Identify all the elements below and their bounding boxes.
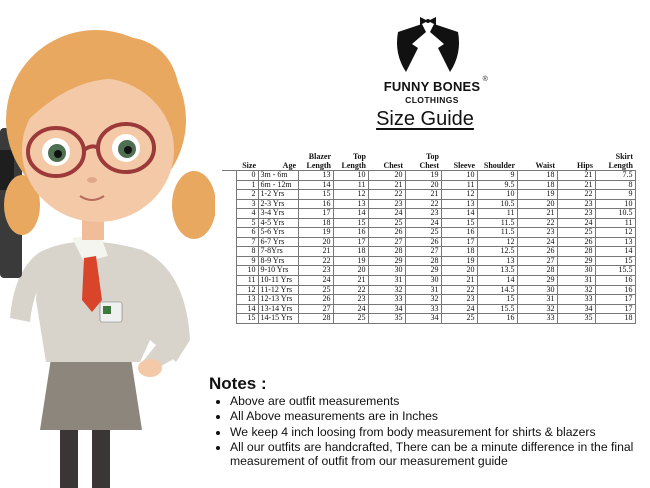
table-cell: 15 — [477, 295, 517, 305]
header-cell: Skirt Length — [595, 151, 635, 171]
table-cell: 25 — [441, 314, 477, 324]
table-cell: 23 — [298, 266, 333, 276]
table-cell: 24 — [557, 218, 595, 228]
table-cell-spacer — [222, 199, 236, 209]
table-cell: 0 — [236, 171, 258, 181]
table-cell: 27 — [368, 237, 405, 247]
header-cell: Shoulder — [477, 151, 517, 171]
table-cell: 16 — [298, 199, 333, 209]
table-cell: 21 — [557, 171, 595, 181]
table-cell: 34 — [368, 304, 405, 314]
table-cell: 15.5 — [595, 266, 635, 276]
header-cell — [222, 151, 236, 171]
table-cell: 2 — [236, 190, 258, 200]
table-cell-spacer — [222, 256, 236, 266]
table-cell: 12 — [441, 190, 477, 200]
table-cell: 32 — [557, 285, 595, 295]
notes-heading: Notes : — [209, 374, 267, 393]
table-cell: 25 — [368, 218, 405, 228]
table-cell: 21 — [557, 180, 595, 190]
table-cell: 35 — [368, 314, 405, 324]
brand-name: FUNNY BONES ® — [383, 76, 488, 94]
table-cell: 22 — [368, 190, 405, 200]
notes-list — [213, 395, 650, 470]
table-row — [222, 266, 635, 276]
table-cell: 30 — [405, 276, 441, 286]
table-cell: 15 — [595, 256, 635, 266]
table-cell: 28 — [368, 247, 405, 257]
table-cell: 12-13 Yrs — [258, 295, 298, 305]
table-cell: 8-9 Yrs — [258, 256, 298, 266]
table-cell: 14 — [298, 180, 333, 190]
table-cell: 3-4 Yrs — [258, 209, 298, 219]
table-cell: 10 — [595, 199, 635, 209]
table-cell: 7-8Yrs — [258, 247, 298, 257]
table-cell: 29 — [517, 276, 557, 286]
table-cell: 16 — [595, 276, 635, 286]
page-title: Size Guide — [376, 108, 474, 130]
table-cell: 22 — [333, 285, 368, 295]
table-cell: 31 — [405, 285, 441, 295]
table-cell: 18 — [441, 247, 477, 257]
table-row — [222, 247, 635, 257]
table-cell: 24 — [298, 276, 333, 286]
table-cell: 24 — [405, 218, 441, 228]
table-cell: 9.5 — [477, 180, 517, 190]
table-cell-spacer — [222, 218, 236, 228]
table-cell: 32 — [517, 304, 557, 314]
table-cell: 12 — [477, 237, 517, 247]
table-cell: 26 — [298, 295, 333, 305]
note-item: • All Above measurements are in Inches — [230, 410, 650, 424]
table-cell: 1 — [236, 180, 258, 190]
table-cell: 8 — [236, 247, 258, 257]
table-cell: 27 — [517, 256, 557, 266]
girl-with-camera-illustration — [0, 0, 215, 488]
table-cell: 34 — [557, 304, 595, 314]
table-cell: 9 — [477, 171, 517, 181]
table-cell: 11 — [477, 209, 517, 219]
table-cell: 13 — [441, 199, 477, 209]
table-cell: 33 — [405, 304, 441, 314]
table-cell: 5-6 Yrs — [258, 228, 298, 238]
size-table-body — [222, 171, 635, 324]
table-cell: 20 — [368, 171, 405, 181]
table-cell: 13 — [298, 171, 333, 181]
table-cell: 28 — [517, 266, 557, 276]
table-cell: 32 — [368, 285, 405, 295]
table-cell: 28 — [405, 256, 441, 266]
note-item: • Above are outfit measurements — [230, 395, 650, 409]
table-cell-spacer — [222, 228, 236, 238]
table-cell: 16 — [595, 285, 635, 295]
table-cell: 25 — [557, 228, 595, 238]
table-cell: 7 — [236, 237, 258, 247]
table-cell: 4-5 Yrs — [258, 218, 298, 228]
table-row — [222, 171, 635, 181]
table-cell: 22 — [405, 199, 441, 209]
table-cell-spacer — [222, 266, 236, 276]
table-cell: 18 — [298, 218, 333, 228]
table-cell: 29 — [557, 256, 595, 266]
header-cell: Sleeve — [441, 151, 477, 171]
table-cell: 25 — [298, 285, 333, 295]
table-row — [222, 237, 635, 247]
table-row — [222, 218, 635, 228]
table-cell: 10-11 Yrs — [258, 276, 298, 286]
header-cell: Top Chest — [405, 151, 441, 171]
table-cell: 16 — [333, 228, 368, 238]
registered-mark: ® — [482, 76, 488, 83]
table-cell: 14 — [236, 304, 258, 314]
table-cell: 5 — [236, 218, 258, 228]
table-cell: 20 — [405, 180, 441, 190]
table-cell: 14-15 Yrs — [258, 314, 298, 324]
table-cell: 10 — [333, 171, 368, 181]
table-row — [222, 199, 635, 209]
table-cell: 31 — [517, 295, 557, 305]
table-cell: 6 — [236, 228, 258, 238]
table-cell: 14 — [441, 209, 477, 219]
table-cell: 8 — [595, 180, 635, 190]
table-cell: 24 — [333, 304, 368, 314]
table-cell: 23 — [557, 199, 595, 209]
table-cell: 15 — [333, 218, 368, 228]
header-cell: Size — [236, 151, 258, 171]
table-cell: 11.5 — [477, 218, 517, 228]
table-cell-spacer — [222, 295, 236, 305]
table-cell: 1-2 Yrs — [258, 190, 298, 200]
table-cell: 18 — [517, 180, 557, 190]
table-cell: 26 — [405, 237, 441, 247]
table-cell: 30 — [368, 266, 405, 276]
table-cell: 21 — [368, 180, 405, 190]
table-cell: 9 — [236, 256, 258, 266]
table-cell: 32 — [405, 295, 441, 305]
table-cell-spacer — [222, 209, 236, 219]
table-cell: 13 — [595, 237, 635, 247]
table-cell: 21 — [333, 276, 368, 286]
table-cell: 22 — [298, 256, 333, 266]
table-cell: 21 — [517, 209, 557, 219]
table-cell: 13.5 — [477, 266, 517, 276]
table-cell: 23 — [405, 209, 441, 219]
table-cell: 26 — [557, 237, 595, 247]
table-cell: 25 — [405, 228, 441, 238]
table-cell: 29 — [368, 256, 405, 266]
table-cell: 13 — [236, 295, 258, 305]
table-cell: 35 — [557, 314, 595, 324]
table-cell: 11 — [441, 180, 477, 190]
table-cell: 15 — [236, 314, 258, 324]
table-cell: 19 — [333, 256, 368, 266]
table-cell: 33 — [368, 295, 405, 305]
note-item: • All our outfits are handcrafted, There can be a minute difference in the final measurement of outfit from our measurement guide — [230, 441, 650, 469]
tuxedo-bowtie-logo — [392, 14, 464, 74]
table-cell: 22 — [517, 218, 557, 228]
table-cell: 9-10 Yrs — [258, 266, 298, 276]
table-row — [222, 256, 635, 266]
table-cell: 17 — [595, 295, 635, 305]
table-cell: 22 — [557, 190, 595, 200]
table-cell: 12 — [595, 228, 635, 238]
table-cell: 30 — [517, 285, 557, 295]
table-cell-spacer — [222, 314, 236, 324]
table-cell: 33 — [557, 295, 595, 305]
table-cell: 13 — [477, 256, 517, 266]
table-cell: 20 — [517, 199, 557, 209]
table-cell: 17 — [441, 237, 477, 247]
table-row — [222, 190, 635, 200]
table-cell-spacer — [222, 285, 236, 295]
table-cell: 7.5 — [595, 171, 635, 181]
table-cell: 23 — [557, 209, 595, 219]
table-cell: 16 — [441, 228, 477, 238]
table-cell: 34 — [405, 314, 441, 324]
table-cell: 19 — [298, 228, 333, 238]
table-cell: 3 — [236, 199, 258, 209]
table-cell: 25 — [333, 314, 368, 324]
table-row — [222, 180, 635, 190]
table-cell: 21 — [298, 247, 333, 257]
table-cell: 15 — [298, 190, 333, 200]
table-cell: 18 — [517, 171, 557, 181]
table-cell-spacer — [222, 276, 236, 286]
table-cell: 6-7 Yrs — [258, 237, 298, 247]
table-cell-spacer — [222, 190, 236, 200]
table-cell-spacer — [222, 237, 236, 247]
table-row — [222, 228, 635, 238]
table-cell: 4 — [236, 209, 258, 219]
table-cell: 9 — [595, 190, 635, 200]
table-cell: 20 — [441, 266, 477, 276]
table-cell: 20 — [298, 237, 333, 247]
table-cell: 3m - 6m — [258, 171, 298, 181]
table-cell: 24 — [441, 304, 477, 314]
table-cell: 20 — [333, 266, 368, 276]
table-row — [222, 314, 635, 324]
table-cell: 11 — [236, 276, 258, 286]
table-cell: 29 — [405, 266, 441, 276]
table-cell: 23 — [368, 199, 405, 209]
table-cell-spacer — [222, 171, 236, 181]
table-cell: 11 — [595, 218, 635, 228]
skirt — [40, 352, 142, 430]
table-cell: 19 — [441, 256, 477, 266]
table-row — [222, 295, 635, 305]
table-cell: 14 — [595, 247, 635, 257]
size-table — [222, 151, 636, 324]
table-cell: 28 — [557, 247, 595, 257]
table-cell: 13 — [333, 199, 368, 209]
table-cell: 10.5 — [595, 209, 635, 219]
table-cell-spacer — [222, 180, 236, 190]
header-cell: Age — [258, 151, 298, 171]
table-header-row — [222, 151, 635, 171]
table-cell: 2-3 Yrs — [258, 199, 298, 209]
table-cell: 16 — [477, 314, 517, 324]
table-cell: 15 — [441, 218, 477, 228]
table-cell-spacer — [222, 247, 236, 257]
table-cell: 14 — [333, 209, 368, 219]
brand-subtitle: CLOTHINGS — [405, 95, 459, 105]
table-cell: 17 — [333, 237, 368, 247]
header-cell: Hips — [557, 151, 595, 171]
table-cell: 21 — [441, 276, 477, 286]
table-cell: 33 — [517, 314, 557, 324]
table-row — [222, 304, 635, 314]
table-cell: 10 — [441, 171, 477, 181]
table-row — [222, 276, 635, 286]
table-cell: 6m - 12m — [258, 180, 298, 190]
table-cell: 23 — [517, 228, 557, 238]
table-cell: 15.5 — [477, 304, 517, 314]
table-cell: 10 — [236, 266, 258, 276]
table-cell: 12 — [236, 285, 258, 295]
table-cell: 13-14 Yrs — [258, 304, 298, 314]
table-cell: 12.5 — [477, 247, 517, 257]
header-cell: Blazer Length — [298, 151, 333, 171]
table-cell: 19 — [405, 171, 441, 181]
table-row — [222, 209, 635, 219]
note-item: • We keep 4 inch loosing from body measurement for shirts & blazers — [230, 426, 650, 440]
table-cell: 14 — [477, 276, 517, 286]
table-cell: 31 — [368, 276, 405, 286]
table-cell: 30 — [557, 266, 595, 276]
header-cell: Waist — [517, 151, 557, 171]
table-cell: 23 — [333, 295, 368, 305]
table-cell: 10 — [477, 190, 517, 200]
table-cell: 10.5 — [477, 199, 517, 209]
table-cell: 28 — [298, 314, 333, 324]
table-cell: 11-12 Yrs — [258, 285, 298, 295]
table-cell: 18 — [595, 314, 635, 324]
table-cell: 27 — [405, 247, 441, 257]
table-cell: 14.5 — [477, 285, 517, 295]
table-cell: 17 — [595, 304, 635, 314]
table-cell: 12 — [333, 190, 368, 200]
table-cell: 24 — [368, 209, 405, 219]
legs — [60, 425, 78, 488]
table-cell: 26 — [517, 247, 557, 257]
table-cell: 31 — [557, 276, 595, 286]
table-cell: 21 — [405, 190, 441, 200]
table-cell: 11.5 — [477, 228, 517, 238]
table-cell: 17 — [298, 209, 333, 219]
table-cell: 26 — [368, 228, 405, 238]
table-cell: 18 — [333, 247, 368, 257]
table-cell: 23 — [441, 295, 477, 305]
table-cell: 19 — [517, 190, 557, 200]
table-row — [222, 285, 635, 295]
table-cell: 24 — [517, 237, 557, 247]
table-cell-spacer — [222, 304, 236, 314]
header-cell: Chest — [368, 151, 405, 171]
table-cell: 27 — [298, 304, 333, 314]
header-cell: Top Length — [333, 151, 368, 171]
table-cell: 22 — [441, 285, 477, 295]
table-cell: 11 — [333, 180, 368, 190]
